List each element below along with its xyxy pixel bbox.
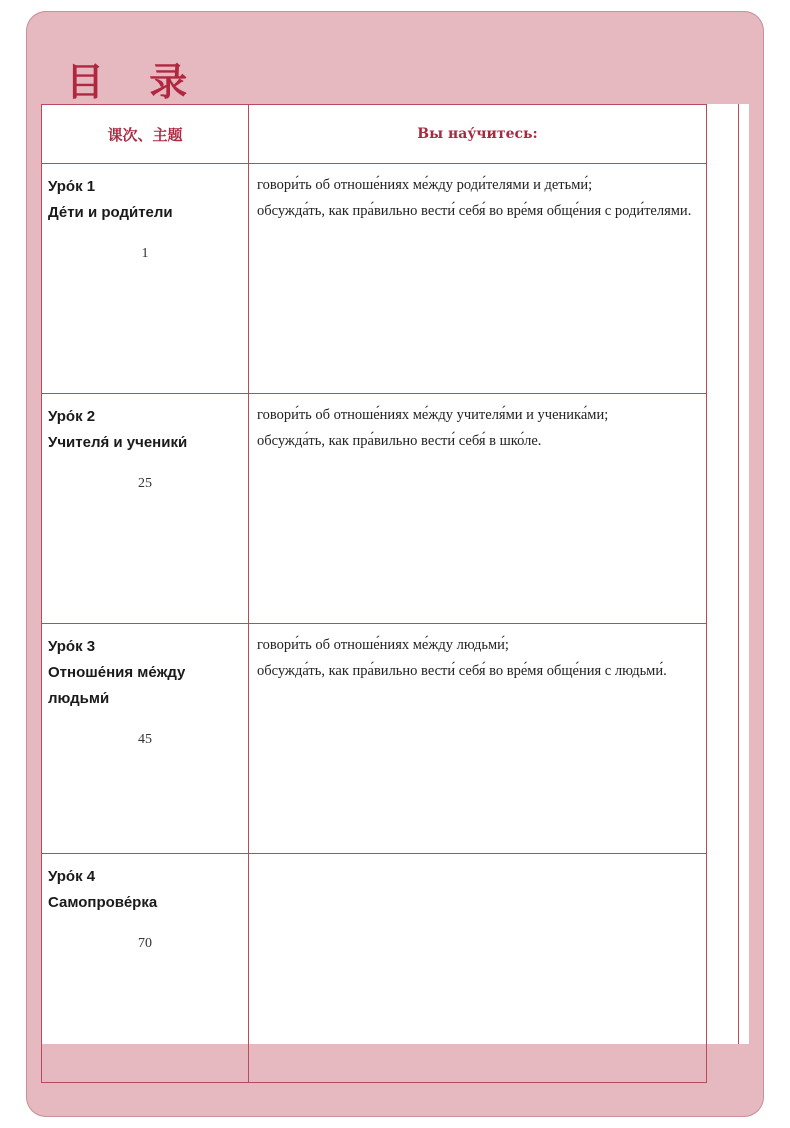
lesson-topic: Учителя́ и ученики́ (48, 434, 188, 451)
lesson-cell (42, 394, 249, 624)
goal-item: говори́ть об отноше́ниях ме́жду учителя́ми и ученика́ми; (257, 407, 609, 423)
lesson-number: Уро́к 2 (48, 408, 96, 425)
lesson-page-number: 25 (138, 476, 152, 491)
table-row (42, 854, 707, 1083)
lesson-number: Уро́к 3 (48, 638, 96, 655)
lesson-cell (42, 624, 249, 854)
lesson-page-number: 1 (141, 246, 149, 261)
header-you-will-learn: Вы нау́читесь: (249, 105, 707, 164)
lesson-number: Уро́к 1 (48, 178, 96, 195)
page-title: 目 录 (66, 60, 204, 104)
lesson-topic: Самопрове́рка (48, 894, 158, 911)
page-edge-strip (738, 104, 749, 1044)
table-row (42, 164, 707, 394)
lesson-cell (42, 854, 249, 1083)
goals-cell (249, 394, 707, 624)
goal-item: обсужда́ть, как пра́вильно вести́ себя́ во вре́мя обще́ния с роди́телями. (257, 203, 692, 219)
goal-item: говори́ть об отноше́ниях ме́жду роди́телями и детьми́; (257, 177, 593, 193)
lesson-topic: Отноше́ния ме́жду людьми́ (48, 664, 186, 707)
lesson-number: Уро́к 4 (48, 868, 96, 885)
table-header-row (42, 105, 707, 164)
goal-item: говори́ть об отноше́ниях ме́жду людьми́; (257, 637, 509, 653)
goal-item: обсужда́ть, как пра́вильно вести́ себя́ в шко́ле. (257, 433, 542, 449)
lesson-cell (42, 164, 249, 394)
header-lesson-topic: 课次、主题 (42, 105, 249, 164)
goals-cell (249, 164, 707, 394)
lesson-page-number: 70 (138, 936, 152, 951)
table-row (42, 624, 707, 854)
toc-table-container (41, 104, 738, 1044)
goals-cell (249, 624, 707, 854)
toc-table (41, 104, 707, 1083)
goals-cell (249, 854, 707, 1083)
goal-item: обсужда́ть, как пра́вильно вести́ себя́ во вре́мя обще́ния с людьми́. (257, 663, 667, 679)
table-row (42, 394, 707, 624)
lesson-page-number: 45 (138, 732, 152, 747)
lesson-topic: Де́ти и роди́тели (48, 204, 173, 221)
